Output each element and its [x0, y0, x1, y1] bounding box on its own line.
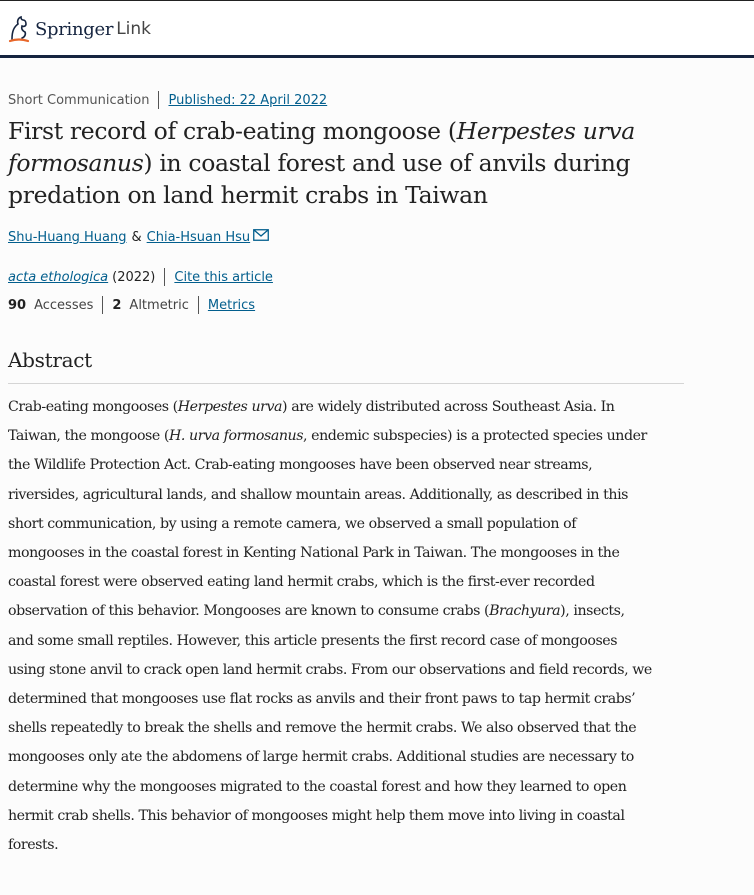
- abstract-line: shells repeatedly to break the shells and remove the hermit crabs. We also observed that the: [8, 720, 637, 737]
- author-conjunction: &: [131, 230, 142, 245]
- author-link[interactable]: Shu-Huang Huang: [8, 230, 127, 245]
- title-part2: ) in coastal forest and use of anvils during predation on land hermit crabs in Taiwan: [8, 149, 631, 209]
- abstract-line: short communication, by using a remote camera, we observed a small population of: [8, 515, 576, 532]
- abstract-heading: Abstract: [8, 348, 92, 372]
- abstract-line: and some small reptiles. However, this article presents the first record case of mongooses: [8, 632, 618, 649]
- abstract-line: mongooses only ate the abdomens of large hermit crabs. Additional studies are necessary to: [8, 749, 634, 766]
- abstract-line: forests.: [8, 837, 59, 854]
- author-link[interactable]: Chia-Hsuan Hsu: [146, 230, 251, 245]
- abstract-line: coastal forest were observed eating land hermit crabs, which is the first-ever recorded: [8, 574, 595, 591]
- author-list: [8, 230, 269, 245]
- journal-info: [8, 268, 273, 286]
- divider: [164, 268, 165, 286]
- abstract-line: Taiwan, the mongoose (H. urva formosanus, endemic subspecies) is a protected species under: [8, 428, 647, 445]
- journal-year: (2022): [112, 269, 156, 285]
- abstract-line: determined that mongooses use flat rocks as anvils and their front paws to tap hermit crabs’: [8, 691, 636, 708]
- abstract-line: mongooses in the coastal forest in Kenting National Park in Taiwan. The mongooses in the: [8, 545, 620, 562]
- springer-link-logo[interactable]: [8, 15, 151, 43]
- brand-suffix: Link: [116, 19, 152, 39]
- abstract-text: [8, 393, 708, 860]
- divider: [198, 296, 199, 314]
- title-part1: First record of crab-eating mongoose (: [8, 117, 457, 145]
- abstract-line: the Wildlife Protection Act. Crab-eating mongooses have been observed near streams,: [8, 457, 593, 474]
- metrics-link[interactable]: Metrics: [207, 297, 256, 313]
- article-meta: [8, 91, 327, 109]
- abstract-line: Crab-eating mongooses (Herpestes urva) are widely distributed across Southeast Asia. In: [8, 399, 615, 415]
- article-title: [8, 115, 708, 211]
- accesses-label: Accesses: [34, 297, 94, 313]
- article-type: Short Communication: [8, 92, 150, 108]
- accesses-count: 90: [8, 297, 27, 313]
- brand-word: Springer: [35, 18, 114, 40]
- journal-link[interactable]: acta ethologica: [8, 269, 109, 285]
- cite-article-link[interactable]: Cite this article: [174, 269, 273, 285]
- article-metrics: [8, 296, 255, 314]
- abstract-line: using stone anvil to crack open land hermit crabs. From our observations and field records, we: [8, 661, 652, 678]
- title-species: Herpestes urva formosanus: [8, 117, 635, 177]
- mail-icon[interactable]: [253, 229, 269, 241]
- abstract-line: observation of this behavior. Mongooses are known to consume crabs (Brachyura), insects,: [8, 603, 625, 620]
- site-header: [0, 0, 754, 58]
- section-divider: [8, 383, 684, 384]
- published-date-link[interactable]: Published: 22 April 2022: [168, 92, 328, 108]
- altmetric-label: Altmetric: [129, 297, 189, 313]
- abstract-line: riversides, agricultural lands, and shallow mountain areas. Additionally, as described in this: [8, 486, 629, 503]
- abstract-line: hermit crab shells. This behavior of mongooses might help them move into living in coastal: [8, 807, 625, 824]
- altmetric-count: 2: [112, 297, 122, 313]
- abstract-line: determine why the mongooses migrated to the coastal forest and how they learned to open: [8, 778, 627, 795]
- springer-horse-icon: [8, 15, 30, 43]
- divider: [158, 91, 159, 109]
- divider: [102, 296, 103, 314]
